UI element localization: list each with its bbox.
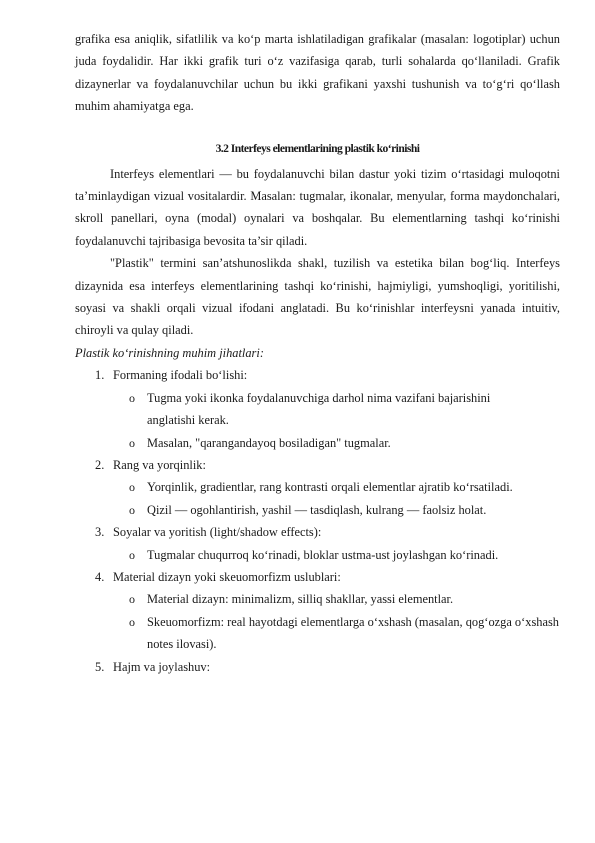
sub-list-item (113, 432, 560, 454)
list-item (75, 454, 560, 521)
bullet-icon: o (129, 390, 135, 405)
bullet-icon: o (129, 502, 135, 517)
document-page (75, 28, 560, 678)
item-number: 2. (95, 457, 105, 472)
sub-list (113, 387, 560, 454)
sub-list-item (113, 499, 560, 521)
sub-list-item (113, 476, 532, 498)
bullet-icon: o (129, 547, 135, 562)
bullet-icon: o (129, 435, 135, 450)
sub-list (113, 544, 560, 566)
sub-list (113, 588, 560, 655)
list-item (75, 566, 560, 656)
bullet-icon: o (129, 614, 135, 629)
item-label: Rang va yorqinlik: (113, 457, 206, 472)
paragraph-interface-elements: Interfeys elementlari — bu foydalanuvchi bilan dastur yoki tizim o‘rtasidagi muloqotni ta’minlaydigan vizual vositalardir. Masalan: tugmalar, ikonalar, menyular, forma maydonchalari, skroll panellari, oyna (modal) oynalari va boshqalar. Bu elementlarning tashqi ko‘rinishi foydalanuvchi tajribasiga bevosita ta’sir qiladi. (75, 166, 560, 248)
sub-list-item (113, 387, 532, 432)
sub-list-item (113, 544, 560, 566)
intro-paragraph: grafika esa aniqlik, sifatlilik va ko‘p marta ishlatiladigan grafikalar (masalan: logotiplar) uchun juda foydalidir. Har ikki grafik turi o‘z vazifasiga qarab, turli sohalarda qo‘llaniladi. Grafik dizaynerlar va foydalanuvchilar uchun bu ikki grafikani yaxshi tushunish va to‘g‘ri qo‘llash muhim ahamiyatga ega. (75, 32, 560, 114)
aspects-list (75, 364, 560, 678)
sub-item-text: Tugma yoki ikonka foydalanuvchiga darhol nima vazifani bajarishini anglatishi kerak. (147, 390, 491, 428)
paragraph-plastic-term: "Plastik" termini san’atshunoslikda shakl, tuzilish va estetika bilan bog‘liq. Interfeys dizaynida esa interfeys elementlarining tashqi ko‘rinishi, hajmiyligi, yumshoqligi, yoritilishi, soyasi va shakli orqali vizual ifodani anglatadi. Bu ko‘rinishlar interfeysni yanada intuitiv, chiroyli va qulay qiladi. (75, 256, 560, 338)
list-item (75, 364, 560, 454)
sub-item-text: Material dizayn: minimalizm, silliq shakllar, yassi elementlar. (147, 592, 454, 607)
sub-item-text: Yorqinlik, gradientlar, rang kontrasti orqali elementlar ajratib ko‘rsatiladi. (147, 480, 513, 495)
sub-list-item (113, 588, 560, 610)
sub-list-item (113, 611, 560, 656)
item-label: Formaning ifodali bo‘lishi: (113, 368, 248, 383)
section-title: 3.2 Interfeys elementlarining plastik ko‘rinishi (215, 141, 420, 155)
list-heading: Plastik ko‘rinishning muhim jihatlari: (75, 345, 264, 360)
list-item (75, 521, 560, 566)
list-item (75, 656, 560, 678)
item-number: 5. (95, 659, 105, 674)
sub-item-text: Masalan, "qarangandayoq bosiladigan" tugmalar. (147, 435, 391, 450)
sub-item-text: Tugmalar chuqurroq ko‘rinadi, bloklar ustma-ust joylashgan ko‘rinadi. (147, 547, 499, 562)
bullet-icon: o (129, 592, 135, 607)
item-number: 4. (95, 569, 105, 584)
bullet-icon: o (129, 480, 135, 495)
item-label: Material dizayn yoki skeuomorfizm uslublari: (113, 569, 341, 584)
item-label: Soyalar va yoritish (light/shadow effects): (113, 525, 322, 540)
item-label: Hajm va joylashuv: (113, 659, 211, 674)
sub-item-text: Skeuomorfizm: real hayotdagi elementlarga o‘xshash (masalan, qog‘ozga o‘xshash notes ilovasi). (147, 614, 559, 652)
sub-item-text: Qizil — ogohlantirish, yashil — tasdiqlash, kulrang — faolsiz holat. (147, 502, 487, 517)
item-number: 3. (95, 525, 105, 540)
sub-list (113, 476, 560, 521)
item-number: 1. (95, 368, 105, 383)
